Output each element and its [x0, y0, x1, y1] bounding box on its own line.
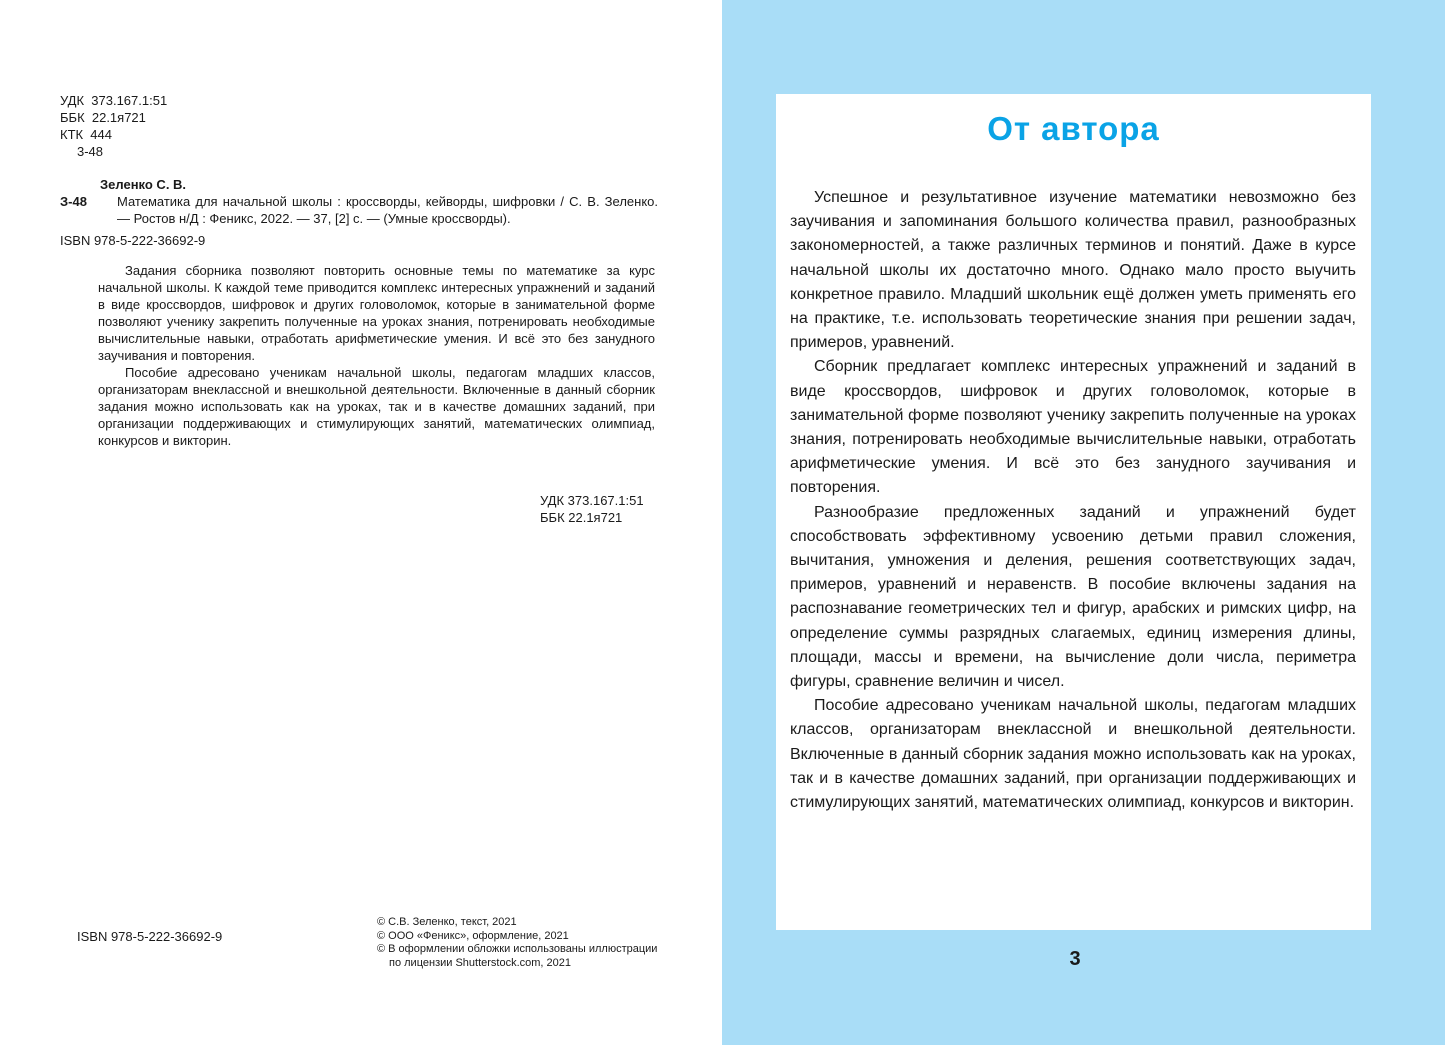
isbn-top: ISBN 978-5-222-36692-9 [60, 233, 206, 248]
classification-codes-bottom [540, 492, 644, 526]
bbk-code: ББК 22.1я721 [60, 110, 146, 125]
preface-paragraph: Пособие адресовано ученикам начальной школы, педагогам младших классов, организаторам внеклассной и внешкольной деятельности. Включенные в данный сборник задания можно использовать как на уроках, так и в качестве домашних заданий, при организации поддерживающих и стимулирующих занятий, математических олимпиад, конкурсов и викторин. [790, 697, 1356, 812]
copyright-line: © ООО «Феникс», оформление, 2021 [377, 929, 569, 942]
author-sign: 3-48 [77, 144, 104, 159]
preface-paragraph: Разнообразие предложенных заданий и упражнений будет способствовать эффективному усвоению детьми правил сложения, вычитания, умножения и деления, решения соответствующих задач, примеров, уравнений и неравенств. В пособие включены задания на распознавание геометрических тел и фигур, арабских и римских цифр, на определение суммы разрядных слагаемых, единиц измерения длины, площади, массы и времени, на вычисление доли числа, периметра фигуры, сравнение величин и чисел. [790, 503, 1356, 691]
annotation-paragraph: Задания сборника позволяют повторить основные темы по математике за курс начальной школы. К каждой теме приводится комплекс интересных упражнений и заданий в виде кроссвордов, шифровок и других головоломок, которые в занимательной форме позволяют ученику закрепить полученные на уроках знания, потренировать необходимые вычислительные навыки, отработать арифметические умения. И всё это без занудного заучивания и повторения. [98, 263, 655, 363]
preface-paragraph: Успешное и результативное изучение математики невозможно без заучивания и запоминания большого количества правил, разнообразных закономерностей, а также различных терминов и понятий. Даже в курсе начальной школы их достаточно много. Однако мало просто выучить конкретное правило. Младший школьник ещё должен уметь применять его на практике, т.е. использовать теоретические знания при решении задач, примеров, уравнений. [790, 189, 1356, 352]
bbk-code: ББК 22.1я721 [540, 510, 623, 525]
content-card [776, 94, 1371, 930]
left-page [0, 0, 722, 1045]
copyright-line: © В оформлении обложки использованы иллюстрации по лицензии Shutterstock.com, 2021 [377, 943, 658, 969]
udk-code: УДК 373.167.1:51 [540, 493, 644, 508]
page-title: От автора [987, 110, 1160, 147]
ktk-code: КТК 444 [60, 127, 112, 142]
author-sign-bold: З-48 [60, 194, 87, 209]
annotation-paragraph: Пособие адресовано ученикам начальной школы, педагогам младших классов, организаторам внеклассной и внешкольной деятельности. Включенные в данный сборник задания можно использовать как на уроках, так и в качестве домашних заданий, при организации поддерживающих и стимулирующих занятий, математических олимпиад, конкурсов и викторин. [98, 365, 655, 448]
bibliographic-record [60, 176, 658, 249]
preface-text [790, 186, 1356, 815]
annotation [98, 262, 655, 449]
udk-code: УДК 373.167.1:51 [60, 93, 168, 108]
reference-text: Математика для начальной школы : кроссворды, кейворды, шифровки / С. В. Зеленко. — Ростов н/Д : Феникс, 2022. — 37, [2] с. — (Умные кроссворды). [117, 194, 658, 226]
copyright-line: © С.В. Зеленко, текст, 2021 [377, 916, 517, 928]
classification-codes [60, 92, 167, 160]
page-number: 3 [1069, 948, 1081, 970]
reference-row [60, 193, 658, 227]
preface-paragraph: Сборник предлагает комплекс интересных упражнений и заданий в виде кроссвордов, шифровок и других головоломок, которые в занимательной форме позволяют ученику закрепить полученные на уроках знания, потренировать необходимые вычислительные навыки, отработать арифметические умения. И всё это без занудного заучивания и повторения. [790, 358, 1356, 497]
isbn-bottom: ISBN 978-5-222-36692-9 [77, 929, 223, 944]
author-name: Зеленко С. В. [100, 177, 187, 192]
copyright-block [377, 916, 667, 970]
